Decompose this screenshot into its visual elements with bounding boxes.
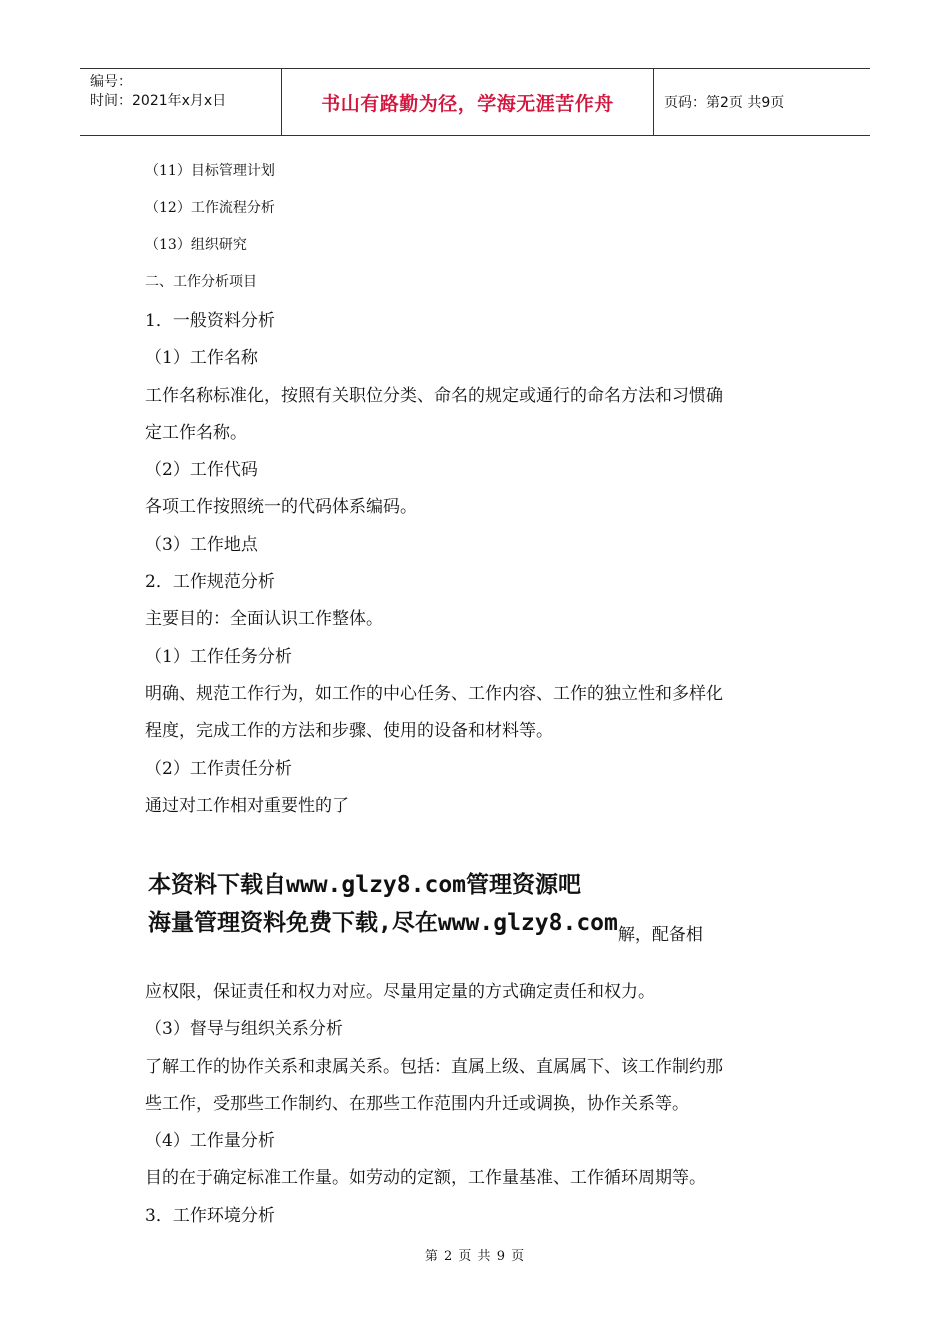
text-line: 工作名称标准化，按照有关职位分类、命名的规定或通行的命名方法和习惯确 [145,385,723,406]
header-motto: 书山有路勤为径，学海无涯苦作舟 [321,92,614,115]
text-line: （1）工作任务分析 [145,646,292,667]
text-line: （3）督导与组织关系分析 [145,1019,343,1040]
ad-line-2-text: 海量管理资料免费下载,尽在www.glzy8.com [148,910,618,936]
paragraph-continuation: 解，配备相 [617,925,703,945]
text-line: 主要目的：全面认识工作整体。 [145,609,383,630]
text-line: （12）工作流程分析 [145,200,275,216]
document-time-label: 时间：2021年x月x日 [90,93,227,109]
text-line: 目的在于确定标准工作量。如劳动的定额，工作量基准、工作循环周期等。 [145,1168,706,1189]
text-line: 1．一般资料分析 [145,311,275,331]
text-line: 定工作名称。 [145,422,247,443]
text-line: 应权限，保证责任和权力对应。尽量用定量的方式确定责任和权力。 [145,982,655,1002]
header-page-info-cell [654,69,870,135]
text-line: （4）工作量分析 [145,1131,275,1152]
text-line: 些工作，受那些工作制约、在那些工作范围内升迁或调换，协作关系等。 [145,1093,689,1114]
text-line: （2）工作责任分析 [145,758,292,779]
page-header [80,68,870,136]
page-footer: 第 2 页 共 9 页 [424,1249,526,1264]
header-motto-cell [282,69,654,135]
text-line: 2．工作规范分析 [145,572,275,593]
text-line: 3．工作环境分析 [145,1205,275,1226]
document-body-top [145,155,805,825]
text-line: （11）目标管理计划 [145,163,275,179]
document-number-label: 编号： [90,74,132,90]
ad-line-2 [148,904,828,944]
text-line: 程度，完成工作的方法和步骤、使用的设备和材料等。 [145,721,553,742]
text-line: 通过对工作相对重要性的了 [145,795,349,816]
document-body-bottom [145,974,805,1235]
text-line: （2）工作代码 [145,460,258,481]
download-ad-block [148,866,828,944]
header-page-info: 页码：第2页 共9页 [664,95,785,111]
text-line: 各项工作按照统一的代码体系编码。 [145,497,417,518]
text-line: （3）工作地点 [145,534,258,555]
text-line: 二、工作分析项目 [145,274,257,290]
ad-line-1: 本资料下载自www.glzy8.com管理资源吧 [148,872,582,898]
header-meta [80,69,282,135]
text-line: （1）工作名称 [145,348,258,369]
text-line: 明确、规范工作行为，如工作的中心任务、工作内容、工作的独立性和多样化 [145,683,723,704]
text-line: （13）组织研究 [145,237,247,253]
text-line: 了解工作的协作关系和隶属关系。包括：直属上级、直属属下、该工作制约那 [145,1056,723,1077]
